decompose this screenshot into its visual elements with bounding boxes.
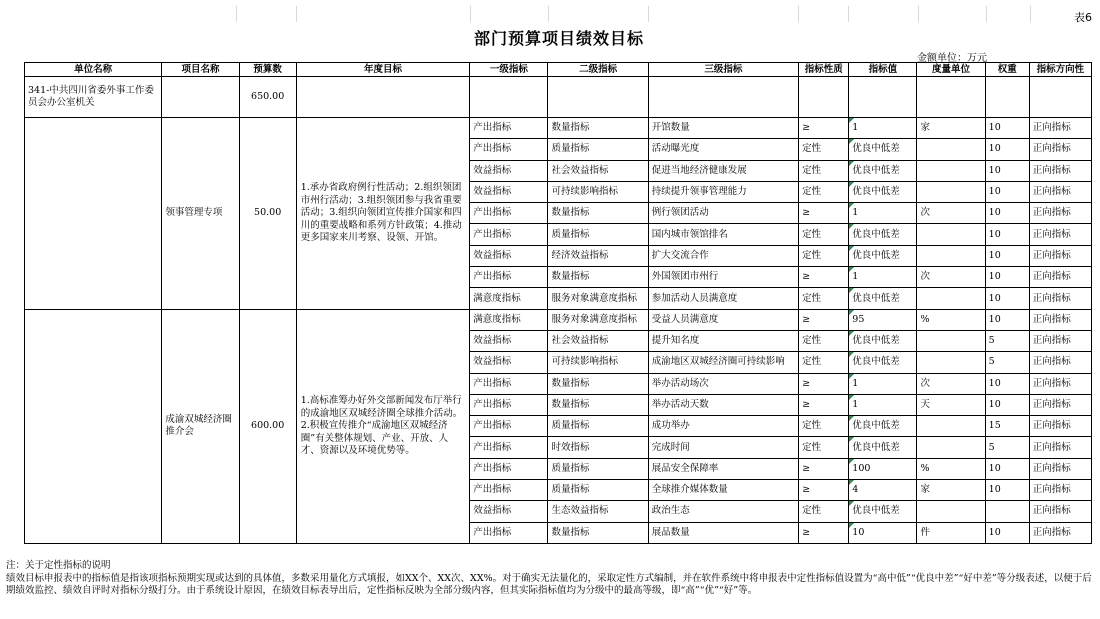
level1-indicator: 产出指标 xyxy=(470,394,548,415)
level1-indicator: 产出指标 xyxy=(470,267,548,288)
measure-unit: % xyxy=(917,309,985,330)
indicator-nature: 定性 xyxy=(799,501,849,522)
level1-indicator: 效益指标 xyxy=(470,352,548,373)
project-name: 成渝双城经济圈推介会 xyxy=(162,309,239,543)
measure-unit xyxy=(917,139,985,160)
annual-goal: 1.高标准筹办好外交部新闻发布厅举行的成渝地区双城经济圈全球推介活动。2.积极宣传推介“成渝地区双城经济圈”有关整体规划、产业、开放、人才、资源以及环境优势等。 xyxy=(296,309,469,543)
level3-indicator: 成渝地区双城经济圈可持续影响 xyxy=(648,352,798,373)
indicator-nature: 定性 xyxy=(799,160,849,181)
notes-title: 注：关于定性指标的说明 xyxy=(6,560,111,571)
annual-goal: 1.承办省政府例行性活动；2.组织领团市州行活动；3.组织领团参与我省重要活动；3.组织向领团宣传推介国家和四川的重要战略和系列方针政策；4.推动更多国家来川考察、设领、开馆。 xyxy=(296,118,469,310)
level3-indicator: 扩大交流合作 xyxy=(648,245,798,266)
measure-unit xyxy=(917,416,985,437)
level2-indicator: 时效指标 xyxy=(548,437,648,458)
level1-indicator: 效益指标 xyxy=(470,245,548,266)
unit-name-cell xyxy=(25,118,162,310)
measure-unit xyxy=(917,224,985,245)
indicator-nature: ≥ xyxy=(799,118,849,139)
level2-indicator: 质量指标 xyxy=(548,458,648,479)
indicator-direction: 正向指标 xyxy=(1029,203,1091,224)
level2-indicator: 数量指标 xyxy=(548,267,648,288)
indicator-direction: 正向指标 xyxy=(1029,458,1091,479)
measure-unit xyxy=(917,181,985,202)
weight: 10 xyxy=(985,118,1029,139)
weight: 10 xyxy=(985,245,1029,266)
weight: 10 xyxy=(985,203,1029,224)
measure-unit xyxy=(917,501,985,522)
indicator-nature: 定性 xyxy=(799,245,849,266)
indicator-direction: 正向指标 xyxy=(1029,501,1091,522)
header-row xyxy=(25,63,1092,77)
level2-indicator: 社会效益指标 xyxy=(548,160,648,181)
level3-indicator: 政治生态 xyxy=(648,501,798,522)
level3-indicator: 全球推介媒体数量 xyxy=(648,480,798,501)
weight: 10 xyxy=(985,373,1029,394)
weight: 10 xyxy=(985,288,1029,309)
level3-indicator: 举办活动天数 xyxy=(648,394,798,415)
level2-indicator: 服务对象满意度指标 xyxy=(548,288,648,309)
weight: 10 xyxy=(985,394,1029,415)
unit-budget: 650.00 xyxy=(239,77,296,118)
indicator-direction: 正向指标 xyxy=(1029,352,1091,373)
measure-unit xyxy=(917,330,985,351)
indicator-value: 优良中低差 xyxy=(849,224,917,245)
indicator-nature: ≥ xyxy=(799,522,849,543)
level1-indicator: 效益指标 xyxy=(470,501,548,522)
level1-indicator: 产出指标 xyxy=(470,458,548,479)
weight: 10 xyxy=(985,309,1029,330)
indicator-nature: 定性 xyxy=(799,224,849,245)
weight: 10 xyxy=(985,522,1029,543)
weight xyxy=(985,501,1029,522)
level2-indicator: 生态效益指标 xyxy=(548,501,648,522)
page-title: 部门预算项目绩效目标 xyxy=(473,29,644,48)
level1-indicator: 产出指标 xyxy=(470,522,548,543)
indicator-value: 优良中低差 xyxy=(849,437,917,458)
column-header: 项目名称 xyxy=(162,63,239,77)
indicator-nature: ≥ xyxy=(799,373,849,394)
weight: 10 xyxy=(985,181,1029,202)
indicator-direction: 正向指标 xyxy=(1029,288,1091,309)
indicator-direction: 正向指标 xyxy=(1029,416,1091,437)
level1-indicator: 满意度指标 xyxy=(470,309,548,330)
weight: 5 xyxy=(985,330,1029,351)
amount-unit: 金额单位：万元 xyxy=(917,53,987,64)
indicator-nature: ≥ xyxy=(799,203,849,224)
measure-unit: 次 xyxy=(917,373,985,394)
column-header: 度量单位 xyxy=(917,63,985,77)
level3-indicator: 参加活动人员满意度 xyxy=(648,288,798,309)
indicator-value: 优良中低差 xyxy=(849,352,917,373)
measure-unit xyxy=(917,288,985,309)
level3-indicator: 开馆数量 xyxy=(648,118,798,139)
measure-unit: 次 xyxy=(917,267,985,288)
indicator-value: 95 xyxy=(849,309,917,330)
indicator-nature: ≥ xyxy=(799,480,849,501)
level3-indicator: 受益人员满意度 xyxy=(648,309,798,330)
indicator-nature: ≥ xyxy=(799,267,849,288)
level2-indicator: 质量指标 xyxy=(548,224,648,245)
column-header: 单位名称 xyxy=(25,63,162,77)
level2-indicator: 服务对象满意度指标 xyxy=(548,309,648,330)
indicator-direction: 正向指标 xyxy=(1029,160,1091,181)
level2-indicator: 质量指标 xyxy=(548,139,648,160)
weight: 15 xyxy=(985,416,1029,437)
indicator-direction: 正向指标 xyxy=(1029,118,1091,139)
level2-indicator: 可持续影响指标 xyxy=(548,181,648,202)
indicator-direction: 正向指标 xyxy=(1029,224,1091,245)
level3-indicator: 展品安全保障率 xyxy=(648,458,798,479)
measure-unit: 家 xyxy=(917,480,985,501)
indicator-value: 优良中低差 xyxy=(849,160,917,181)
indicator-value: 10 xyxy=(849,522,917,543)
table-row xyxy=(25,309,1092,330)
measure-unit: 件 xyxy=(917,522,985,543)
level3-indicator: 例行领团活动 xyxy=(648,203,798,224)
project-budget: 50.00 xyxy=(239,118,296,310)
weight: 5 xyxy=(985,352,1029,373)
column-header: 一级指标 xyxy=(470,63,548,77)
level3-indicator: 成功举办 xyxy=(648,416,798,437)
level1-indicator: 效益指标 xyxy=(470,330,548,351)
indicator-direction: 正向指标 xyxy=(1029,437,1091,458)
indicator-nature: ≥ xyxy=(799,458,849,479)
column-header: 指标值 xyxy=(849,63,917,77)
level3-indicator: 展品数量 xyxy=(648,522,798,543)
measure-unit: 天 xyxy=(917,394,985,415)
indicator-value: 优良中低差 xyxy=(849,245,917,266)
level2-indicator: 数量指标 xyxy=(548,203,648,224)
unit-project-cell xyxy=(162,77,239,118)
weight: 5 xyxy=(985,437,1029,458)
level1-indicator: 产出指标 xyxy=(470,416,548,437)
indicator-nature: 定性 xyxy=(799,437,849,458)
indicator-nature: 定性 xyxy=(799,181,849,202)
measure-unit: % xyxy=(917,458,985,479)
indicator-value: 优良中低差 xyxy=(849,288,917,309)
indicator-nature: 定性 xyxy=(799,139,849,160)
weight: 10 xyxy=(985,224,1029,245)
column-header: 三级指标 xyxy=(648,63,798,77)
weight: 10 xyxy=(985,480,1029,501)
indicator-value: 优良中低差 xyxy=(849,139,917,160)
indicator-direction: 正向指标 xyxy=(1029,330,1091,351)
level3-indicator: 举办活动场次 xyxy=(648,373,798,394)
level2-indicator: 可持续影响指标 xyxy=(548,352,648,373)
project-name: 领事管理专项 xyxy=(162,118,239,310)
level2-indicator: 数量指标 xyxy=(548,373,648,394)
top-grid-lines xyxy=(236,6,1092,22)
notes-body: 绩效目标申报表中的指标值是指该项指标预期实现或达到的具体值，多数采用量化方式填报，如XX个、XX次、XX%。对于确实无法量化的，采取定性方式编制，并在软件系统中将申报表中定性指标值设置为“高中低”“优良中差”“好中差”等分级表述，以便于后期绩效监控、绩效自评时对指标分级打分。由于系统设计原因，在绩效目标表导出后，定性指标反映为全部分级内容，但其实际指标值均为分级中的最高等级，即“高”“优”“好”等。 xyxy=(6,572,1092,596)
level3-indicator: 完成时间 xyxy=(648,437,798,458)
indicator-direction: 正向指标 xyxy=(1029,181,1091,202)
indicator-direction: 正向指标 xyxy=(1029,394,1091,415)
level1-indicator: 效益指标 xyxy=(470,160,548,181)
indicator-nature: ≥ xyxy=(799,394,849,415)
indicator-nature: 定性 xyxy=(799,330,849,351)
indicator-value: 优良中低差 xyxy=(849,416,917,437)
weight: 10 xyxy=(985,458,1029,479)
indicator-direction: 正向指标 xyxy=(1029,480,1091,501)
level1-indicator: 产出指标 xyxy=(470,224,548,245)
level2-indicator: 经济效益指标 xyxy=(548,245,648,266)
level1-indicator: 产出指标 xyxy=(470,480,548,501)
level1-indicator: 满意度指标 xyxy=(470,288,548,309)
measure-unit xyxy=(917,245,985,266)
indicator-value: 1 xyxy=(849,203,917,224)
indicator-value: 优良中低差 xyxy=(849,330,917,351)
level1-indicator: 产出指标 xyxy=(470,373,548,394)
indicator-nature: 定性 xyxy=(799,352,849,373)
level3-indicator: 促进当地经济健康发展 xyxy=(648,160,798,181)
measure-unit: 家 xyxy=(917,118,985,139)
level2-indicator: 社会效益指标 xyxy=(548,330,648,351)
project-budget: 600.00 xyxy=(239,309,296,543)
level2-indicator: 质量指标 xyxy=(548,416,648,437)
level1-indicator: 效益指标 xyxy=(470,181,548,202)
measure-unit xyxy=(917,437,985,458)
column-header: 权重 xyxy=(985,63,1029,77)
table-number: 表6 xyxy=(1074,11,1092,24)
level2-indicator: 数量指标 xyxy=(548,394,648,415)
indicator-direction: 正向指标 xyxy=(1029,522,1091,543)
level2-indicator: 数量指标 xyxy=(548,118,648,139)
column-header: 年度目标 xyxy=(296,63,469,77)
indicator-value: 优良中低差 xyxy=(849,181,917,202)
indicator-nature: 定性 xyxy=(799,416,849,437)
level2-indicator: 数量指标 xyxy=(548,522,648,543)
measure-unit xyxy=(917,160,985,181)
indicator-value: 1 xyxy=(849,267,917,288)
indicator-nature: 定性 xyxy=(799,288,849,309)
level1-indicator: 产出指标 xyxy=(470,139,548,160)
column-header: 预算数 xyxy=(239,63,296,77)
level3-indicator: 持续提升领事管理能力 xyxy=(648,181,798,202)
measure-unit xyxy=(917,352,985,373)
indicator-value: 4 xyxy=(849,480,917,501)
notes xyxy=(6,560,1094,598)
level3-indicator: 活动曝光度 xyxy=(648,139,798,160)
performance-table xyxy=(24,62,1092,544)
indicator-direction: 正向指标 xyxy=(1029,309,1091,330)
level3-indicator: 国内城市领馆排名 xyxy=(648,224,798,245)
indicator-value: 100 xyxy=(849,458,917,479)
weight: 10 xyxy=(985,267,1029,288)
table-row xyxy=(25,118,1092,139)
weight: 10 xyxy=(985,160,1029,181)
level1-indicator: 产出指标 xyxy=(470,437,548,458)
indicator-direction: 正向指标 xyxy=(1029,373,1091,394)
indicator-direction: 正向指标 xyxy=(1029,139,1091,160)
indicator-direction: 正向指标 xyxy=(1029,245,1091,266)
indicator-value: 1 xyxy=(849,373,917,394)
column-header: 指标方向性 xyxy=(1029,63,1091,77)
unit-name: 341-中共四川省委外事工作委员会办公室机关 xyxy=(25,77,162,118)
measure-unit: 次 xyxy=(917,203,985,224)
indicator-direction: 正向指标 xyxy=(1029,267,1091,288)
level3-indicator: 外国领团市州行 xyxy=(648,267,798,288)
unit-row xyxy=(25,77,1092,118)
level1-indicator: 产出指标 xyxy=(470,118,548,139)
indicator-value: 1 xyxy=(849,118,917,139)
column-header: 指标性质 xyxy=(799,63,849,77)
level3-indicator: 提升知名度 xyxy=(648,330,798,351)
unit-name-cell xyxy=(25,309,162,543)
column-header: 二级指标 xyxy=(548,63,648,77)
indicator-value: 1 xyxy=(849,394,917,415)
indicator-nature: ≥ xyxy=(799,309,849,330)
indicator-value: 优良中低差 xyxy=(849,501,917,522)
level1-indicator: 产出指标 xyxy=(470,203,548,224)
level2-indicator: 质量指标 xyxy=(548,480,648,501)
weight: 10 xyxy=(985,139,1029,160)
